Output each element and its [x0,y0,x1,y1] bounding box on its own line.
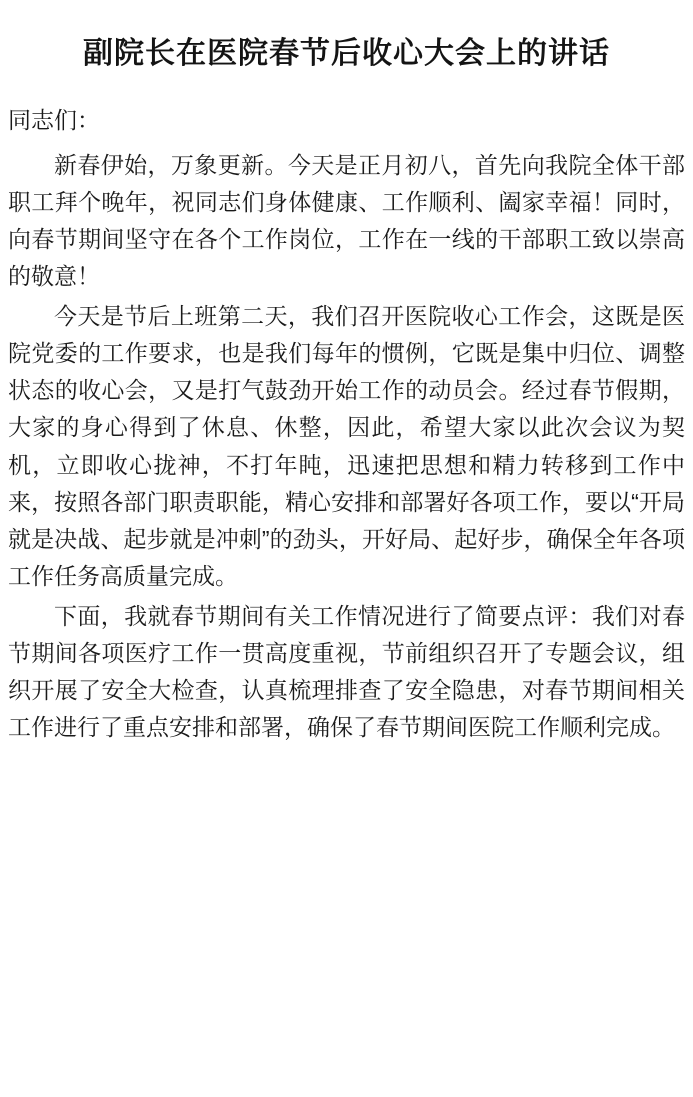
body-paragraph-1: 新春伊始，万象更新。今天是正月初八，首先向我院全体干部职工拜个晚年，祝同志们身体健康、工作顺利、阖家幸福！同时，向春节期间坚守在各个工作岗位，工作在一线的干部职工致以崇高的敬意！ [8,151,685,290]
body-paragraph-3: 下面，我就春节期间有关工作情况进行了简要点评：我们对春节期间各项医疗工作一贯高度重视，节前组织召开了专题会议，组织开展了安全大检查，认真梳理排查了安全隐患，对春节期间相关工作进行了重点安排和部署，确保了春节期间医院工作顺利完成。 [8,602,685,741]
page-title: 副院长在医院春节后收心大会上的讲话 [83,37,610,70]
body-paragraph-2: 今天是节后上班第二天，我们召开医院收心工作会，这既是医院党委的工作要求，也是我们每年的惯例，它既是集中归位、调整状态的收心会，又是打气鼓劲开始工作的动员会。经过春节假期，大家的身心得到了休息、休整，因此，希望大家以此次会议为契机，立即收心拢神，不打年盹，迅速把思想和精力转移到工作中来，按照各部门职责职能，精心安排和部署好各项工作，要以“开局就是决战、起步就是冲刺”的劲头，开好局、起好步，确保全年各项工作任务高质量完成。 [8,302,685,590]
salutation: 同志们： [8,107,100,133]
